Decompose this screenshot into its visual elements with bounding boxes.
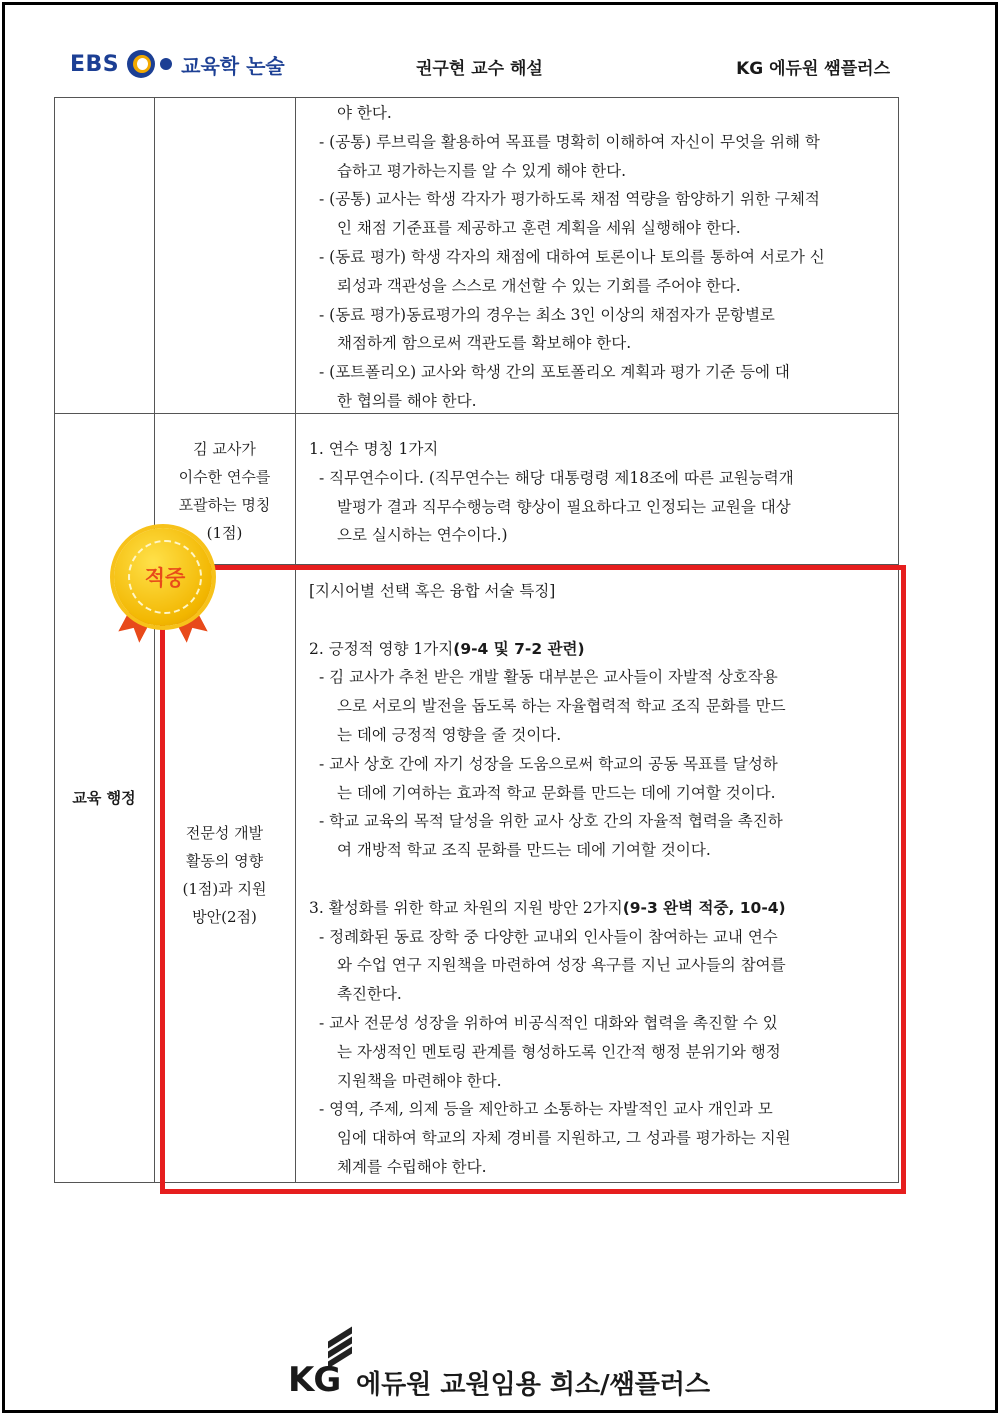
label-line: (1점): [206, 524, 243, 542]
label-line: 방안(2점): [192, 908, 257, 926]
bullet-line: - (포트폴리오) 교사와 학생 간의 포토폴리오 계획과 평가 기준 등에 대: [319, 363, 790, 382]
answer-notice: [지시어별 선택 혹은 융합 서술 특징]: [309, 582, 556, 600]
text-line: 채점하게 함으로써 객관도를 확보해야 한다.: [337, 334, 632, 353]
hit-medal-badge: [112, 528, 216, 646]
text-line: 와 수업 연구 지원책을 마련하여 성장 욕구를 지닌 교사들의 참여를: [337, 956, 786, 975]
text-line: 으로 서로의 발전을 돕도록 하는 자율협력적 학교 조직 문화를 만드: [337, 697, 786, 716]
text-line: 체계를 수립해야 한다.: [337, 1157, 487, 1176]
text-line: 는 데에 긍정적 영향을 줄 것이다.: [337, 725, 562, 744]
label-line: 활동의 영향: [185, 852, 264, 870]
text-line: 촉진한다.: [337, 985, 402, 1004]
text-line: 는 데에 기여하는 효과적 학교 문화를 만드는 데에 기여할 것이다.: [337, 783, 776, 802]
logo-ebs-text: EBS: [70, 51, 120, 77]
label-line: 전문성 개발: [185, 824, 264, 842]
medal-label: 적중: [144, 566, 186, 590]
label-line: (1점)과 지원: [182, 880, 267, 898]
label-line: 이수한 연수를: [178, 468, 271, 486]
header-lecturer: 권구현 교수 해설: [416, 59, 543, 79]
bullet-line: - 정례화된 동료 장학 중 다양한 교내외 인사들이 참여하는 교내 연수: [319, 927, 778, 946]
bullet-line: - (공통) 루브릭을 활용하여 목표를 명확히 이해하여 자신이 무엇을 위해 학: [319, 132, 820, 151]
text-line: 습하고 평가하는지를 알 수 있게 해야 한다.: [337, 161, 627, 180]
item3-reference: (9-3 완벽 적중, 10-4): [622, 898, 786, 917]
item3-title-text: 3. 활성화를 위한 학교 차원의 지원 방안 2가지: [309, 898, 623, 917]
label-line: 김 교사가: [193, 440, 256, 458]
text-line: 임에 대하여 학교의 자체 경비를 지원하고, 그 성과를 평가하는 지원: [337, 1129, 791, 1148]
page-footer: [288, 1328, 728, 1398]
text-line: 발평가 결과 직무수행능력 향상이 필요하다고 인정되는 교원을 대상: [337, 497, 791, 516]
item2-title-text: 2. 긍정적 영향 1가지: [309, 639, 454, 658]
bullet-line: - 영역, 주제, 의제 등을 제안하고 소통하는 자발적인 교사 개인과 모: [319, 1100, 773, 1119]
footer-kg: KG: [288, 1360, 341, 1400]
text-line: 한 협의를 해야 한다.: [337, 391, 477, 410]
bullet-line: - 학교 교육의 목적 달성을 위한 교사 상호 간의 자율적 협력을 촉진하: [319, 812, 783, 831]
bullet-line: - (동료 평가)동료평가의 경우는 최소 3인 이상의 채점자가 문항별로: [319, 305, 775, 324]
text-line: 인 채점 기준표를 제공하고 훈련 계획을 세워 실행해야 한다.: [337, 219, 741, 238]
footer-brand-text: 에듀원 교원임용 희소/쌤플러스: [356, 1370, 711, 1400]
logo-course-text: 교육학 논술: [181, 53, 285, 78]
medal-icon: [114, 528, 212, 626]
category-label: 교육 행정: [72, 789, 136, 807]
bullet-line: - 직무연수이다. (직무연수는 해당 대통령령 제18조에 따른 교원능력개: [319, 468, 794, 487]
item-title: 1. 연수 명칭 1가지: [309, 440, 439, 458]
kg-logo-icon: [328, 1328, 352, 1362]
highlight-box: [160, 565, 906, 1194]
bullet-line: - (공통) 교사는 학생 각자가 평가하도록 채점 역량을 함양하기 위한 구체적: [319, 190, 820, 209]
bullet-line: - 김 교사가 추천 받은 개발 활동 대부분은 교사들이 자발적 상호작용: [319, 668, 778, 687]
training-answer-text: [309, 435, 889, 550]
ebs-logo: [70, 46, 285, 82]
page-header: [70, 44, 890, 84]
text-line: 는 자생적인 멘토링 관계를 형성하도록 인간적 행정 분위기와 행정: [337, 1042, 781, 1061]
top-section-text: [309, 99, 889, 416]
item2-reference: (9-4 및 7-2 관련): [453, 639, 585, 658]
text-line: 야 한다.: [337, 104, 392, 122]
label-line: 포괄하는 명칭: [178, 496, 271, 514]
text-line: 뢰성과 객관성을 스스로 개선할 수 있는 기회를 주어야 한다.: [337, 276, 741, 295]
ebs-circles-icon: [127, 50, 173, 78]
bullet-line: - 교사 상호 간에 자기 성장을 도움으로써 학교의 공동 목표를 달성하: [319, 754, 778, 773]
text-line: 지원책을 마련해야 한다.: [337, 1071, 502, 1090]
header-publisher: KG 에듀원 쌤플러스: [736, 59, 890, 79]
text-line: 으로 실시하는 연수이다.): [337, 526, 508, 545]
text-line: 여 개방적 학교 조직 문화를 만드는 데에 기여할 것이다.: [337, 841, 711, 860]
bullet-line: - (동료 평가) 학생 각자의 채점에 대하여 토론이나 토의를 통하여 서로가 신: [319, 247, 825, 266]
bullet-line: - 교사 전문성 성장을 위하여 비공식적인 대화와 협력을 촉진할 수 있: [319, 1013, 778, 1032]
